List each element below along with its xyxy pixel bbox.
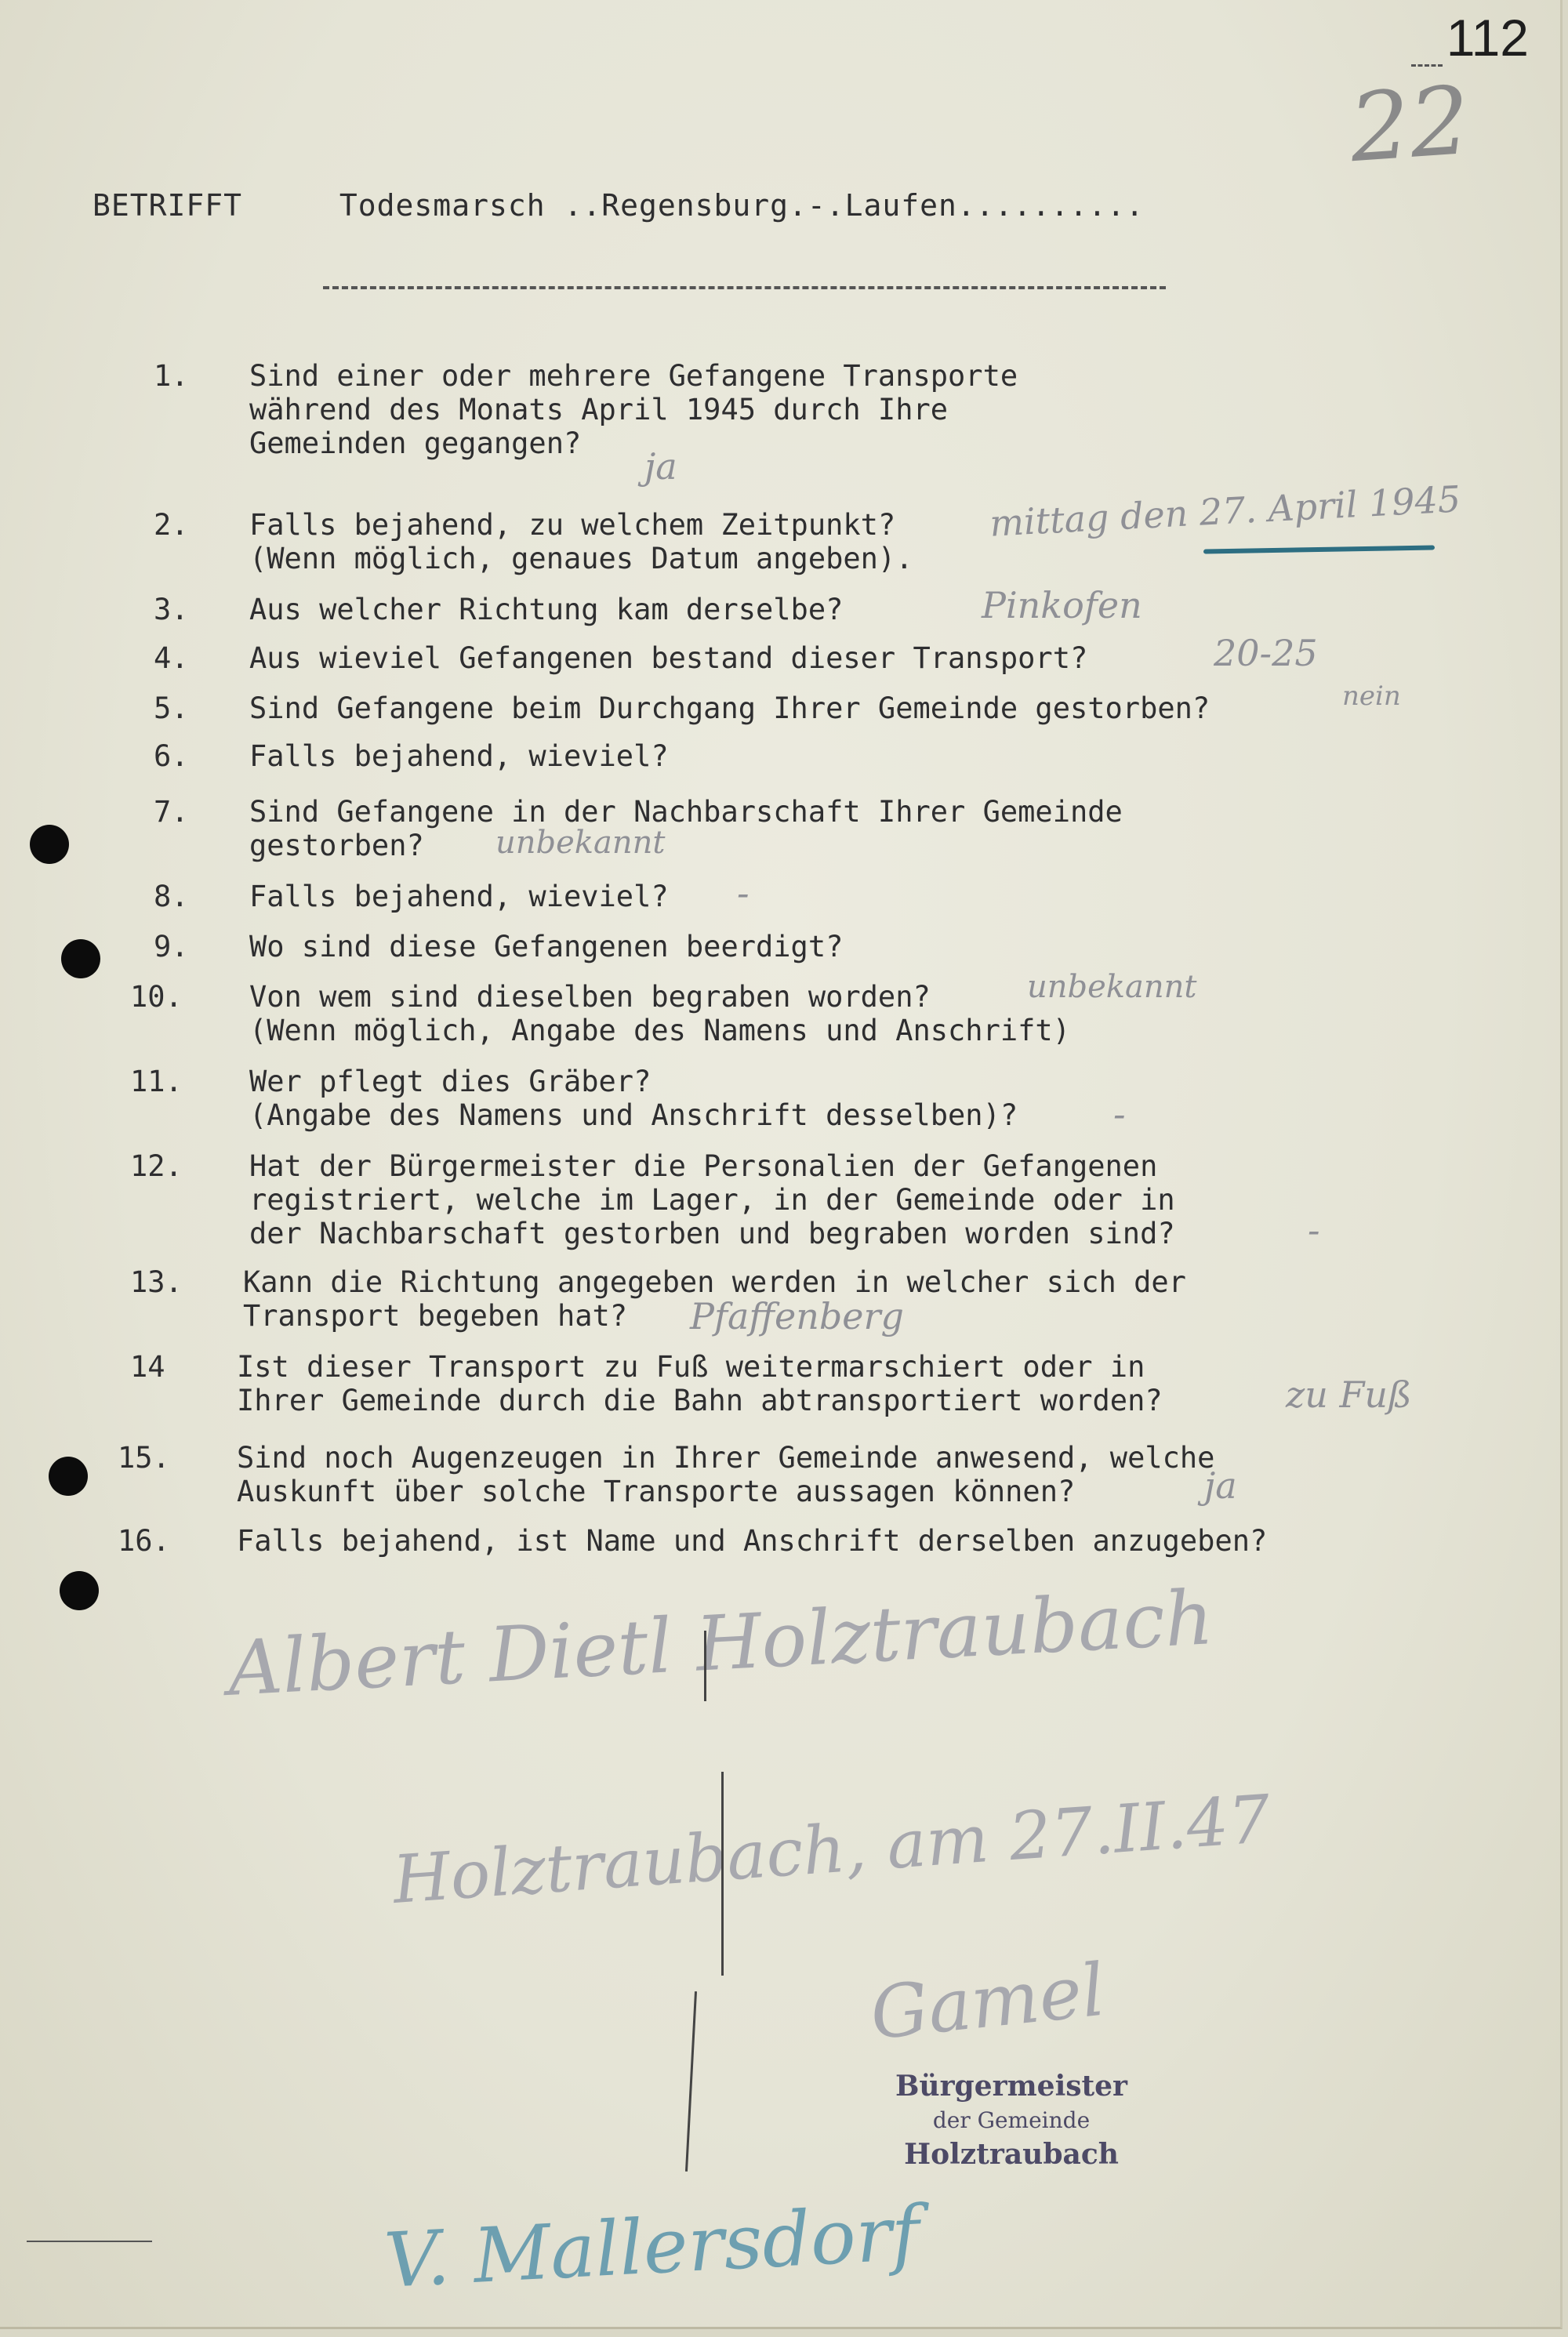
question-number: 6. [154,739,189,773]
subject-rule [323,286,1166,289]
handwritten-witness: Albert Dietl Holztraubach [225,1573,1216,1713]
punch-hole [60,1571,99,1610]
handwritten-answer: - [1308,1209,1320,1251]
question-number: 7. [154,795,189,829]
handwritten-place-date: Holztraubach, am 27.II.47 [390,1780,1273,1918]
stamp-line-2: der Gemeinde [932,2107,1091,2133]
handwritten-answer: nein [1342,680,1401,712]
question-number: 3. [154,593,189,626]
punch-hole [30,825,69,864]
subject-text: Todesmarsch ..Regensburg.-.Laufen.......... [339,188,1145,223]
blue-ink-note: V. Mallersdorf [382,2189,922,2305]
question-text: Falls bejahend, ist Name und Anschrift derselben anzugeben? [237,1524,1268,1558]
question-text: Falls bejahend, wieviel? [249,880,669,913]
folio-dash [1411,64,1443,67]
margin-mark [721,1772,724,1976]
stamp-line-1: Bürgermeister [895,2070,1128,2103]
question-number: 9. [154,930,189,963]
question-number: 13. [130,1265,183,1299]
handwritten-answer: unbekannt [1027,969,1197,1005]
handwritten-answer: 20-25 [1214,632,1318,674]
question-number: 1. [154,359,189,393]
question-number: 15. [118,1441,170,1475]
subject-line [93,188,1145,223]
question-number: 5. [154,691,189,725]
question-text: Ist dieser Transport zu Fuß weitermarschiert oder in Ihrer Gemeinde durch die Bahn abtransportiert worden? [237,1350,1163,1417]
handwritten-answer: Pfaffenberg [690,1295,904,1337]
question-text: Aus wieviel Gefangenen bestand dieser Transport? [249,641,1088,675]
question-text: Wer pflegt dies Gräber? (Angabe des Namens und Anschrift desselben)? [249,1065,1018,1132]
punch-hole [61,939,100,978]
question-text: Wo sind diese Gefangenen beerdigt? [249,930,844,963]
question-number: 12. [130,1149,183,1183]
handwritten-answer: unbekannt [495,825,666,861]
question-text: Sind einer oder mehrere Gefangene Transporte während des Monats April 1945 durch Ihre Gemeinden gegangen? [249,359,1018,460]
question-text: Kann die Richtung angegeben werden in welcher sich der Transport begeben hat? [243,1265,1186,1333]
handwritten-answer: Pinkofen [982,584,1142,626]
margin-mark [685,1991,697,2172]
question-number: 14 [130,1350,165,1384]
folio-number: 112 [1446,9,1529,67]
margin-mark [704,1631,706,1701]
question-text: Sind Gefangene beim Durchgang Ihrer Gemeinde gestorben? [249,691,1210,725]
handwritten-answer: ja [644,445,677,488]
question-number: 2. [154,508,189,542]
question-text: Sind noch Augenzeugen in Ihrer Gemeinde anwesend, welche Auskunft über solche Transporte aussagen können? [237,1441,1215,1508]
question-text: Falls bejahend, zu welchem Zeitpunkt? (Wenn möglich, genaues Datum angeben). [249,508,913,575]
margin-mark [27,2241,152,2242]
handwritten-answer: - [737,872,750,914]
handwritten-answer: mittag den 27. April 1945 [988,477,1462,545]
handwritten-signature: Gamel [866,1947,1109,2056]
question-number: 11. [130,1065,183,1098]
blue-ink-underline [1203,545,1435,553]
handwritten-answer: ja [1204,1464,1237,1507]
question-number: 8. [154,880,189,913]
handwritten-answer: - [1113,1093,1126,1135]
question-number: 4. [154,641,189,675]
mayor-stamp [894,2070,1129,2171]
question-text: Sind Gefangene in der Nachbarschaft Ihrer Gemeinde gestorben? [249,795,1123,862]
question-text: Hat der Bürgermeister die Personalien der Gefangenen registriert, welche im Lager, in der Gemeinde oder in der Nachbarschaft gestorben und begraben worden sind? [249,1149,1175,1250]
question-number: 16. [118,1524,170,1558]
pencil-page-number: 22 [1346,66,1474,184]
stamp-line-3: Holztraubach [904,2138,1119,2171]
punch-hole [49,1457,88,1496]
question-text: Aus welcher Richtung kam derselbe? [249,593,844,626]
question-text: Von wem sind dieselben begraben worden? (Wenn möglich, Angabe des Namens und Anschrift) [249,980,1070,1047]
question-number: 10. [130,980,183,1014]
subject-label: BETRIFFT [93,188,243,223]
handwritten-answer: zu Fuß [1286,1374,1412,1416]
question-text: Falls bejahend, wieviel? [249,739,669,773]
